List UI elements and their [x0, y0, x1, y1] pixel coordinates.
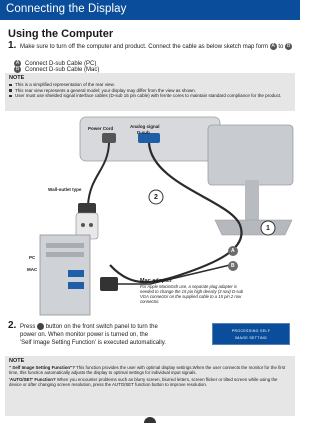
connection-b-badge: B: [15, 66, 20, 72]
connection-a-badge: A: [15, 60, 20, 66]
note2-p1-text: This function provides the user with optimal display settings.When the user connects the monitor for the first time, this function automatically adjusts the display to optimal settings for individual input signals.: [9, 365, 286, 376]
note2-p2-heading: 'AUTO/SET' Function?: [9, 376, 56, 382]
figure-badge-a: A: [231, 248, 235, 254]
step2-line1-a: Press: [20, 324, 36, 330]
osd-message-box: [212, 323, 290, 345]
section-title: Using the Computer: [8, 28, 114, 40]
step2: [8, 322, 198, 347]
figure-num-1: 1: [266, 225, 270, 232]
step1: [8, 42, 293, 51]
figure-badge-b: B: [231, 263, 235, 269]
label-wall-outlet: Wall-outlet type: [48, 187, 82, 192]
connection-b-label: Connect D-sub Cable (Mac): [25, 67, 100, 74]
mac-adapter-text: For Apple Macintosh use, a separate plug adapter is needed to change the 15 pin high density (3 row) D-sub VGA connector on the supplied cable to a 15 pin 2 row connector.: [140, 284, 244, 304]
note1-title: NOTE: [9, 75, 25, 81]
label-pc: PC: [29, 255, 36, 260]
mac-adapter: [140, 278, 250, 304]
step1-text-b: to: [278, 44, 284, 50]
connection-a-label: Connect D-sub Cable (PC): [25, 61, 97, 68]
step2-line3: 'Self Image Setting Function' is executed automatically.: [20, 340, 166, 346]
mac-adapter-title: Mac adapter: [140, 278, 173, 284]
note2-p1-heading: " Self Image Setting Function"?: [9, 365, 75, 370]
step2-number: 2.: [8, 320, 17, 331]
step2-line1-b: button on the front switch panel to turn the: [45, 324, 158, 330]
note1-item-text: User must use shielded signal interface cables (D-sub 15 pin cable) with ferrite cores to maintain standard compliance for the product.: [15, 93, 282, 98]
header-bar: [0, 0, 300, 20]
note2-title: NOTE: [9, 358, 25, 364]
note1-item: [15, 93, 295, 99]
figure-num-2: 2: [154, 194, 158, 201]
pc-tower: [40, 235, 90, 315]
osd-line1: PROCESSING SELF: [231, 329, 271, 333]
power-button-icon: [37, 323, 44, 330]
osd-line2: IMAGE SETTING: [234, 336, 268, 340]
label-power-cord: Power Cord: [88, 126, 114, 131]
note2-paragraph-2: [9, 377, 291, 388]
header-title: Connecting the Display: [6, 3, 127, 15]
note2-p2-text: When you encounter problems such as blurry screen, blurred letters, screen flicker or tilted screen while using the device or after changing screen resolution, press the AUTO/SET function button to improve resolution.: [9, 376, 278, 388]
label-analog-signal: Analog signal: [130, 124, 160, 129]
note1-item-text: This is a simplified representation of the rear view.: [15, 82, 115, 87]
step2-line2: power on. When monitor power is turned on, the: [20, 332, 149, 338]
power-port: [102, 133, 116, 143]
note-box-1: [5, 73, 295, 111]
page-tab-icon: [144, 417, 156, 423]
label-dsub: D-sub: [137, 130, 150, 135]
step1-text-a: Make sure to turn off the computer and product. Connect the cable as below sketch map form: [20, 44, 269, 50]
note-box-2: [5, 356, 295, 416]
monitor-back: [80, 117, 293, 235]
label-mac: MAC: [27, 267, 38, 272]
step1-number: 1.: [8, 40, 17, 51]
step1-badge-b: B: [286, 42, 291, 49]
step1-badge-a: A: [271, 42, 275, 49]
note2-paragraph-1: [9, 365, 291, 376]
note1-item-text: This rear view represents a general model; your display may differ from the view as shown.: [15, 87, 196, 93]
